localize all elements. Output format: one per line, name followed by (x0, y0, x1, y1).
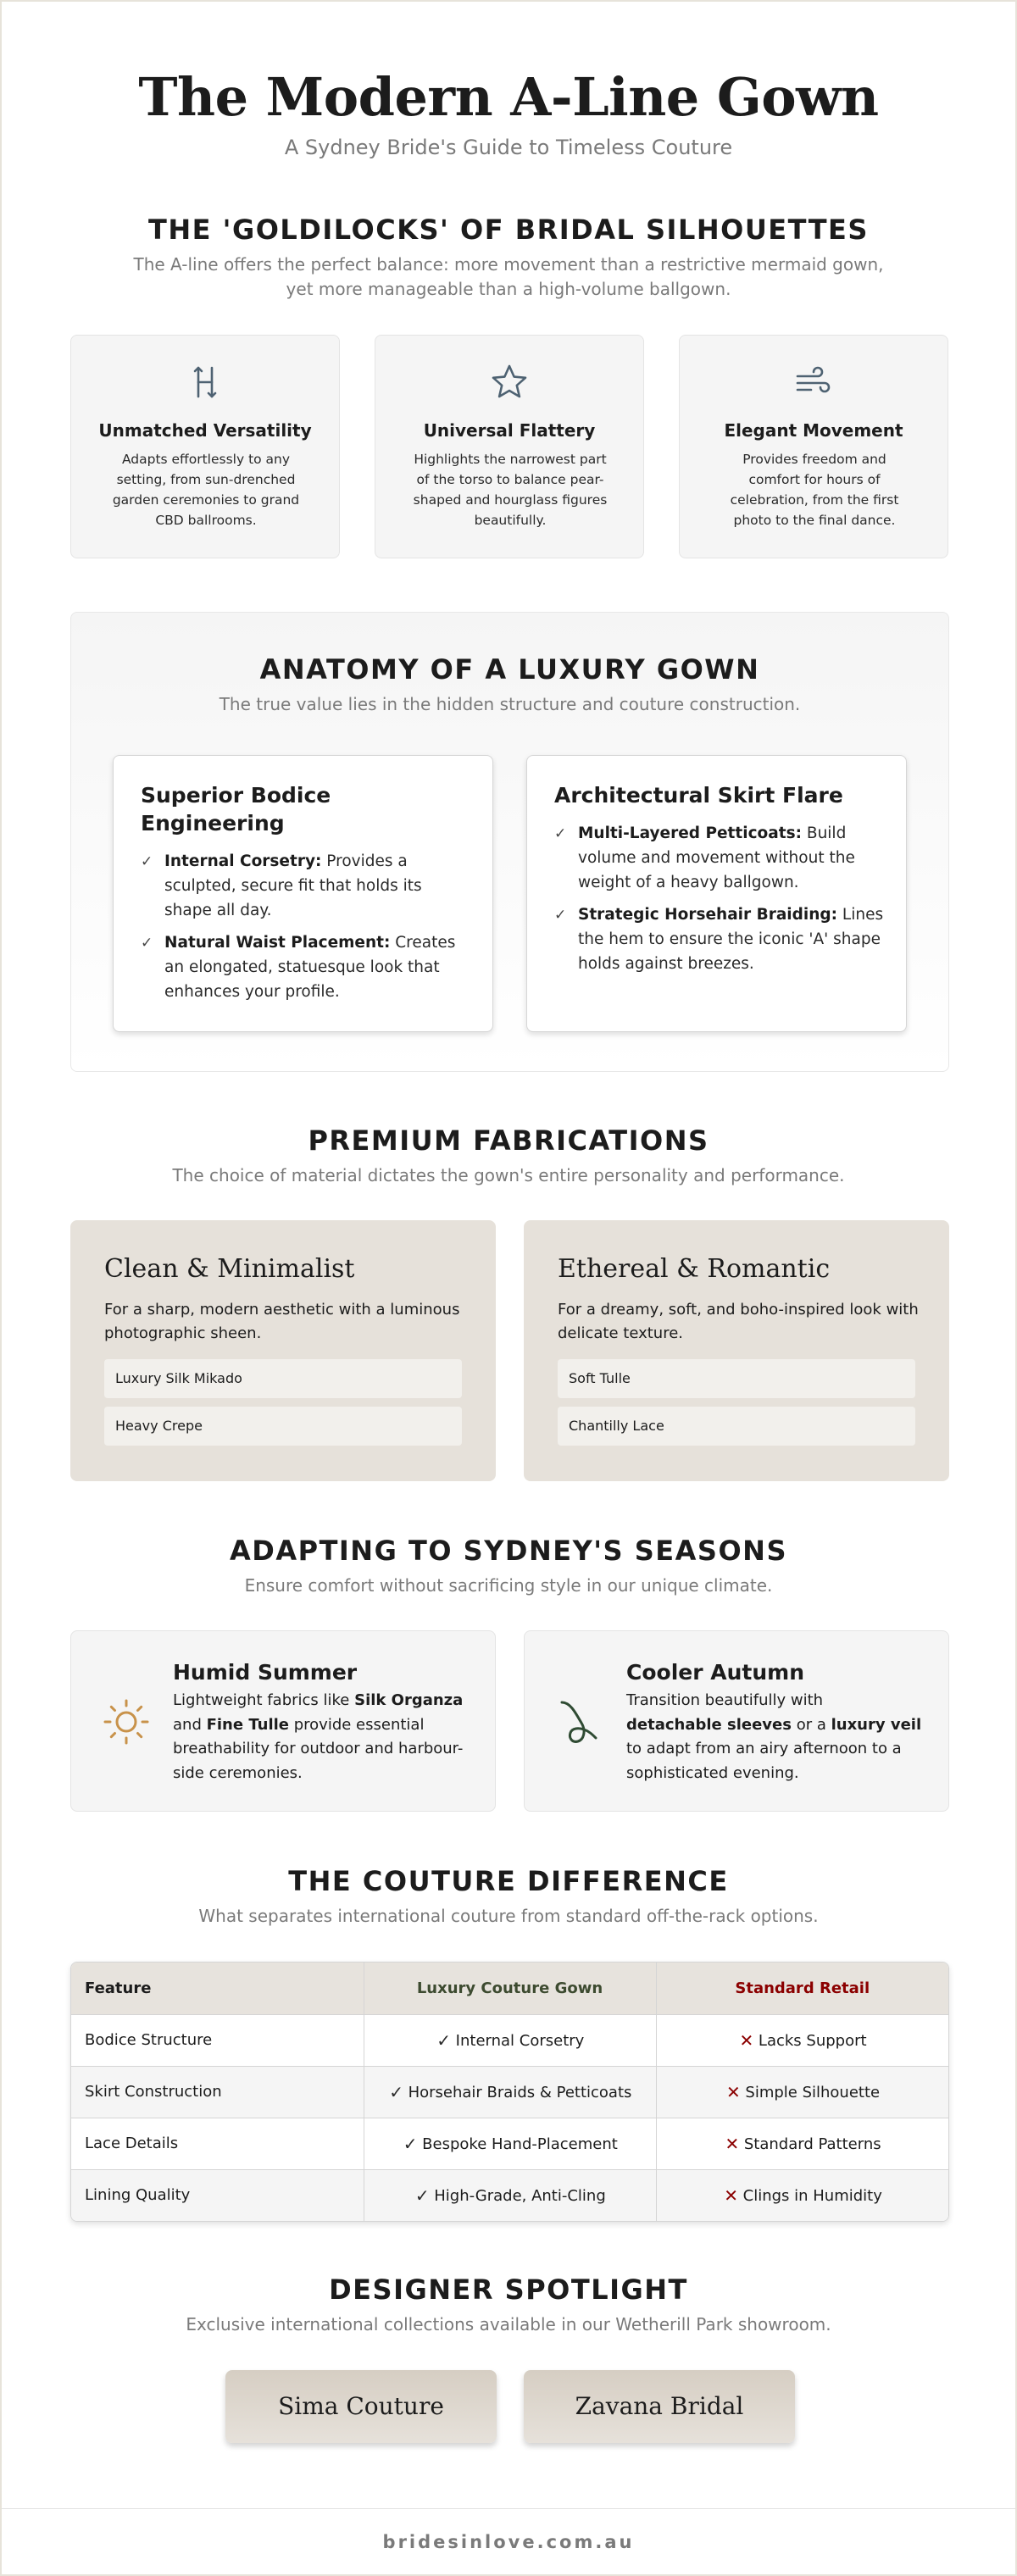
fabric-card-description: For a sharp, modern aesthetic with a luminous photographic sheen. (104, 1301, 460, 1342)
fabric-card-title: Ethereal & Romantic (558, 1254, 831, 1284)
feature-description: Highlights the narrowest part of the torso to balance pear-shaped and hourglass figures beautifully. (413, 452, 608, 528)
page-subtitle: A Sydney Bride's Guide to Timeless Couture (284, 136, 733, 159)
feature-title: Unmatched Versatility (98, 420, 312, 441)
list-item (141, 930, 471, 1004)
check-icon: ✓ (554, 825, 567, 842)
list-item (554, 821, 885, 895)
couture-cell (364, 2118, 656, 2169)
silhouettes-subtitle-line: yet more manageable than a high-volume ballgown. (286, 279, 731, 299)
silhouettes-subtitle-line: The A-line offers the perfect balance: more movement than a restrictive mermaid gown, (133, 254, 884, 275)
feature-cell: Bodice Structure (71, 2014, 364, 2066)
cell-text: Standard Patterns (743, 2135, 881, 2153)
fabric-chip: Chantilly Lace (558, 1407, 915, 1446)
cell-text: Simple Silhouette (745, 2083, 881, 2101)
check-icon: ✓ (141, 853, 153, 870)
cross-icon: ✕ (725, 2133, 740, 2154)
retail-cell (656, 2118, 948, 2169)
bodice-card-title (141, 781, 471, 837)
leaf-icon (550, 1692, 609, 1752)
feature-cell: Lace Details (71, 2118, 364, 2169)
feature-card-flattery (375, 335, 644, 558)
check-icon: ✓ (414, 2185, 430, 2206)
item-text: Build volume and movement without the weight of a heavy ballgown. (578, 824, 855, 891)
feature-title: Universal Flattery (423, 420, 596, 441)
silhouettes-heading: THE 'GOLDILOCKS' OF BRIDAL SILHOUETTES (148, 214, 869, 246)
season-highlight: Fine Tulle (206, 1715, 290, 1734)
comparison-table (70, 1962, 949, 2222)
anatomy-section (70, 612, 949, 1072)
designers-heading: DESIGNER SPOTLIGHT (329, 2273, 688, 2306)
split-arrows-icon (71, 361, 339, 403)
sun-icon (97, 1692, 156, 1752)
season-text: provide essential breathability for outdoor and harbour-side ceremonies. (173, 1715, 464, 1782)
wind-icon (680, 361, 948, 403)
table-row (71, 2066, 948, 2118)
designers-subtitle: Exclusive international collections available in our Wetherill Park showroom. (186, 2314, 831, 2334)
table-row (71, 2169, 948, 2221)
season-card-summer (70, 1630, 496, 1812)
cell-text: Lacks Support (758, 2031, 867, 2050)
table-row (71, 2014, 948, 2066)
item-label: Natural Waist Placement: (164, 934, 391, 952)
cell-text: Clings in Humidity (742, 2186, 882, 2205)
cell-text: High-Grade, Anti-Cling (434, 2186, 606, 2205)
season-text: or a (791, 1715, 831, 1734)
season-highlight: detachable sleeves (626, 1715, 792, 1734)
column-header-feature: Feature (71, 1963, 364, 2014)
check-icon: ✓ (554, 907, 567, 924)
season-text: Transition beautifully with (626, 1691, 824, 1709)
season-description (173, 1689, 470, 1785)
cross-icon: ✕ (724, 2185, 738, 2206)
feature-card-movement (679, 335, 948, 558)
couture-cell (364, 2169, 656, 2221)
anatomy-subtitle: The true value lies in the hidden structure and couture construction. (219, 694, 801, 714)
fabric-card-title: Clean & Minimalist (104, 1254, 355, 1284)
table-row (71, 2118, 948, 2169)
fabric-chip: Soft Tulle (558, 1359, 915, 1398)
fabrics-subtitle: The choice of material dictates the gown's entire personality and performance. (172, 1165, 845, 1185)
seasons-subtitle: Ensure comfort without sacrificing style in our unique climate. (244, 1575, 773, 1596)
item-label: Strategic Horsehair Braiding: (578, 906, 838, 924)
cross-icon: ✕ (726, 2081, 741, 2102)
skirt-card (526, 755, 907, 1032)
cell-text: Internal Corsetry (455, 2031, 585, 2050)
fabrics-heading: PREMIUM FABRICATIONS (308, 1124, 709, 1157)
check-icon: ✓ (389, 2081, 403, 2102)
fabric-card-minimalist (70, 1220, 496, 1481)
designer-button-zavana[interactable]: Zavana Bridal (524, 2370, 795, 2443)
anatomy-heading: ANATOMY OF A LUXURY GOWN (259, 653, 760, 686)
list-item (141, 849, 471, 923)
fabric-chip: Luxury Silk Mikado (104, 1359, 462, 1398)
bodice-feature-list (141, 849, 471, 1012)
feature-cell: Skirt Construction (71, 2066, 364, 2118)
feature-description: Provides freedom and comfort for hours of celebration, from the first photo to the final dance. (730, 452, 899, 528)
list-item (554, 902, 885, 976)
page-title: The Modern A-Line Gown (138, 66, 879, 128)
designer-button-sima[interactable]: Sima Couture (225, 2370, 497, 2443)
retail-cell (656, 2066, 948, 2118)
season-description (626, 1689, 923, 1785)
season-title: Humid Summer (173, 1660, 358, 1685)
item-text: Provides a sculpted, secure fit that holds its shape all day. (164, 852, 422, 919)
skirt-card-title: Architectural Skirt Flare (554, 783, 843, 808)
seasons-heading: ADAPTING TO SYDNEY'S SEASONS (230, 1535, 787, 1567)
column-header-couture: Luxury Couture Gown (364, 1963, 656, 2014)
couture-cell (364, 2014, 656, 2066)
cross-icon: ✕ (739, 2029, 754, 2051)
column-header-retail: Standard Retail (656, 1963, 948, 2014)
season-highlight: Silk Organza (354, 1691, 464, 1709)
bodice-title-line: Superior Bodice (141, 783, 331, 808)
season-text: and (173, 1715, 207, 1734)
feature-description: Adapts effortlessly to any setting, from sun-drenched garden ceremonies to grand CBD ballrooms. (112, 452, 300, 528)
check-icon: ✓ (436, 2029, 452, 2051)
cell-text: Bespoke Hand-Placement (422, 2135, 618, 2153)
retail-cell (656, 2014, 948, 2066)
comparison-subtitle: What separates international couture from standard off-the-rack options. (198, 1906, 819, 1926)
check-icon: ✓ (141, 935, 153, 952)
comparison-heading: THE COUTURE DIFFERENCE (288, 1865, 729, 1897)
feature-card-versatility (70, 335, 340, 558)
item-label: Multi-Layered Petticoats: (578, 824, 802, 842)
season-text: Lightweight fabrics like (173, 1691, 355, 1709)
footer-site-link[interactable]: bridesinlove.com.au (2, 2508, 1015, 2576)
item-label: Internal Corsetry: (164, 852, 322, 870)
feature-title: Elegant Movement (724, 420, 903, 441)
bodice-card (113, 755, 493, 1032)
item-text: Lines the hem to ensure the iconic 'A' shape holds against breezes. (578, 906, 884, 973)
couture-cell (364, 2066, 656, 2118)
silhouettes-subtitle (2, 253, 1015, 302)
check-icon: ✓ (403, 2133, 418, 2154)
season-highlight: luxury veil (831, 1715, 922, 1734)
bodice-title-line: Engineering (141, 811, 285, 836)
fabric-chip: Heavy Crepe (104, 1407, 462, 1446)
season-text: to adapt from an airy afternoon to a sophisticated evening. (626, 1740, 902, 1782)
season-title: Cooler Autumn (626, 1660, 804, 1685)
fabric-card-romantic (524, 1220, 949, 1481)
table-header-row (71, 1963, 948, 2014)
season-card-autumn (524, 1630, 949, 1812)
star-icon (375, 361, 643, 403)
item-text: Creates an elongated, statuesque look that enhances your profile. (164, 934, 456, 1001)
fabric-card-description: For a dreamy, soft, and boho-inspired look with delicate texture. (558, 1301, 919, 1342)
feature-cell: Lining Quality (71, 2169, 364, 2221)
cell-text: Horsehair Braids & Petticoats (408, 2083, 632, 2101)
skirt-feature-list (554, 821, 885, 984)
retail-cell (656, 2169, 948, 2221)
